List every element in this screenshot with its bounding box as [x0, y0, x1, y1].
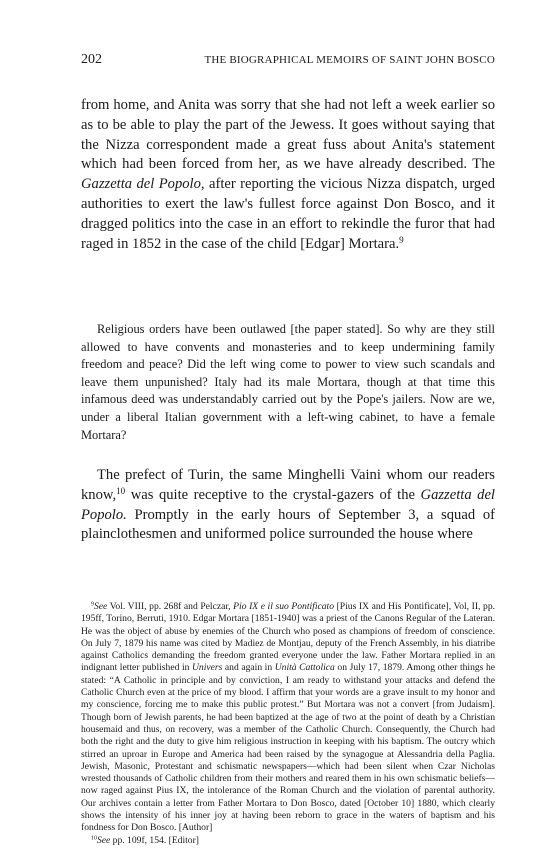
footnote-ref-10: 10	[116, 485, 126, 496]
newspaper-title: Gazzetta del Popolo,	[81, 176, 205, 193]
paragraph-text: The prefect of Turin, the same Minghelli Vaini whom our readers know,	[81, 467, 495, 503]
block-quote: Religious orders have been outlawed [the paper stated]. So why are they still allowed to have convents and monasteries and to keep undermining family freedom and peace? Did the left wing come to power to view such scandals and leave them unpunished? Italy had its male Mortara, though at that time this infamous deed was understandably carried out by the Pope's jailers. Now are we, under a liberal Italian government with a left-wing cabinet, to have a female Mortara?	[81, 322, 495, 442]
footnote-text: pp. 109f, 154. [Editor]	[110, 834, 199, 846]
body-paragraph-2	[81, 466, 495, 545]
footnote-text: and again in	[222, 662, 275, 674]
paragraph-text: from home, and Anita was sorry that she had not left a week earlier so as to be able to play the part of the Jewess. It goes without saying that the Nizza correspondent made a great fuss about Anita's statement which had been forced from her, as we have already described. The	[81, 97, 495, 173]
footnote-ref-9: 9	[399, 234, 404, 245]
footnote-see: See	[93, 601, 108, 612]
paragraph-text: after reporting the vicious Nizza dispatch, urged authorities to exert the law's fullest force against Don Bosco, and it dragged politics into the case in an effort to rekindle the furor that had raged in 1852 in the case of the child [Edgar] Mortara.	[81, 176, 495, 252]
paragraph-text: was quite receptive to the crystal-gazers of the	[125, 486, 421, 503]
footnote-9	[81, 601, 495, 835]
running-head: THE BIOGRAPHICAL MEMOIRS OF SAINT JOHN BOSCO	[204, 54, 495, 66]
footnote-text: on July 17, 1879. Among other things he stated: “A Catholic in principle and by conviction, I am ready to withstand your attacks and defend the Catholic Church even at the price of my blood. I affirm that your words are a grave insult to my honor and my conscience, forcing me to make this public protest.” But Mortara was not a convert [from Judaism]. Though born of Jewish parents, he had been baptized at the age of two at the point of death by a Christian housemaid and thus, on recovery, was a member of the Catholic Church. Consequently, the Church had both the right and the duty to give him religious instruction in keeping with his baptism. The outcry which stirred an uproar in Europe and America had been raised by the synagogue at Alessandria della Paglia. Jewish, Masonic, Protestant and schismatic newspapers—which had been silent when Czar Nicholas wrested thousands of Catholic children from their mothers and reared them in his own schismatic beliefs—now raged against Pius IX, the intolerance of the Roman Church and the violation of parental authority. Our archives contain a letter from Father Mortara to Don Bosco, dated [October 10] 1880, which clearly shows the intensity of his inner joy at having been reborn to grace in the waters of baptism and his fondness for Don Bosco. [Author]	[81, 662, 496, 834]
footnote-see: See	[96, 834, 111, 846]
page-number: 202	[81, 52, 102, 67]
footnote-10	[81, 835, 495, 847]
footnote-text: Vol. VIII, pp. 268f and Pelczar,	[107, 601, 234, 612]
footnote-marker: 10	[91, 835, 97, 842]
paragraph-text: Promptly in the early hours of September 3, a squad of plainclothesmen and uniformed police surrounded the house where	[81, 506, 495, 543]
newspaper-title: Univers	[191, 662, 223, 674]
page-header	[81, 52, 495, 70]
footnote-marker: 9	[91, 601, 94, 608]
newspaper-title: Gazzetta del Popolo.	[81, 486, 495, 523]
body-paragraph-1	[81, 96, 495, 254]
book-title: Pio IX e il suo Pontificato	[233, 601, 335, 612]
footnote-text: [Pius IX and His Pontificate], Vol, II, pp. 195ff, Torino, Berruti, 1910. Edgar Mortara [1851-1940] was a priest of the Canons Regular of the Lateran. He was the object of abuse by enemies of the Church who posed as champions of freedom of conscience. On July 7, 1879 his name was cited by Madiez de Montjau, deputy of the French Assembly, in his diatribe against Catholics demanding the freedom granted everyone under the law. Father Mortara replied in an indignant letter published in	[81, 601, 496, 674]
newspaper-title: Unità Cattolica	[274, 662, 335, 674]
footnotes	[81, 601, 495, 847]
